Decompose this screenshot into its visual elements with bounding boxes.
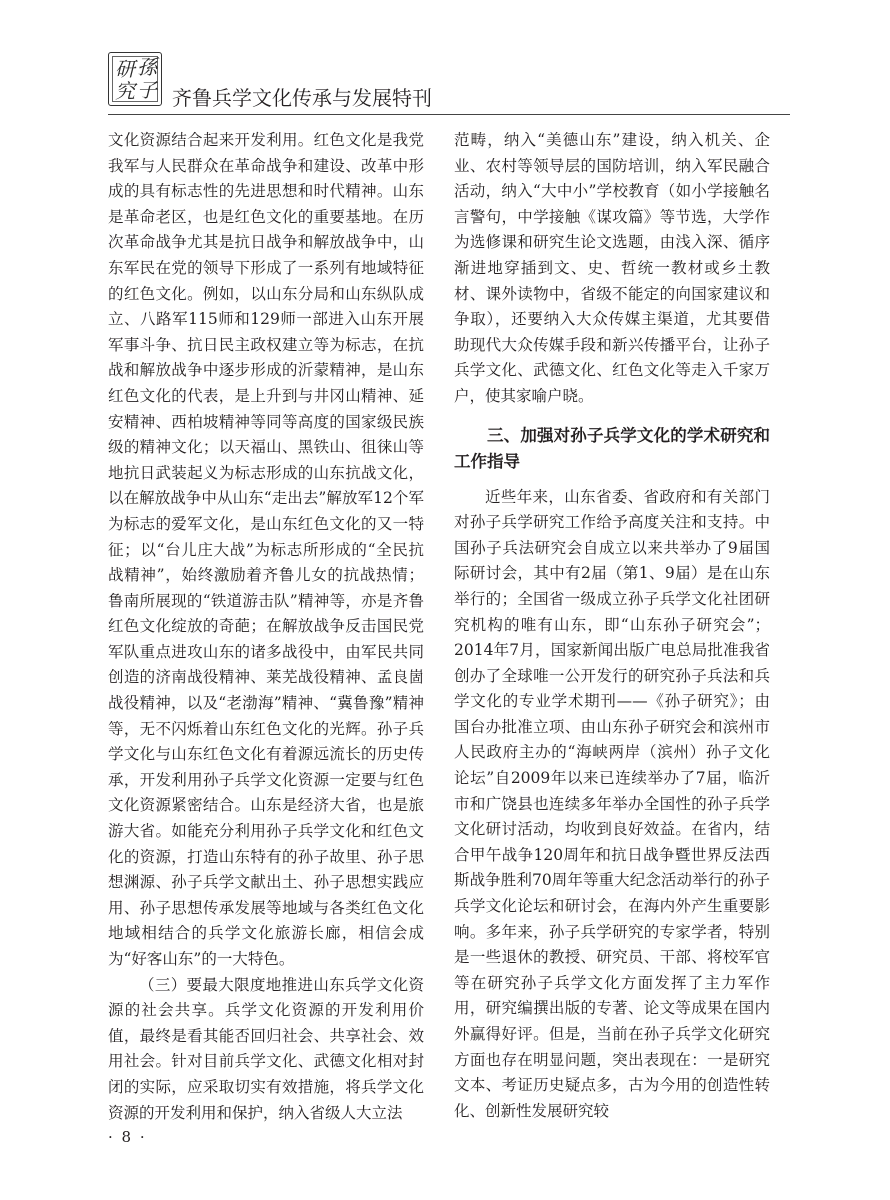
logo-char: 孫 — [137, 55, 157, 79]
logo-char: 子 — [137, 78, 157, 102]
paragraph — [454, 485, 770, 1125]
subsection-heading: （三）要最大限度地推进山东兵学文化资源的社会共享。 — [108, 975, 424, 1020]
paragraph-text: 文化资源结合起来开发利用。红色文化是我党我军与人民群众在革命战争和建设、改革中形成的具有标志性的先进思想和时代精神。山东是革命老区，也是红色文化的重要基地。在历次革命战争尤其是抗日战争和解放战争中，山东军民在党的领导下形成了一系列有地域特征的红色文化。例如，以山东分局和山东纵队成立、八路军115师和129师一部进入山东开展军事斗争、抗日民主政权建立等为标志，在抗战和解放战争中逐步形成的沂蒙精神，是山东红色文化的代表，是上升到与井冈山精神、延安精神、西柏坡精神等同等高度的国家级民族级的精神文化；以天福山、黑铁山、徂徕山等地抗日武装起义为标志形成的山东抗战文化，以在解放战争中从山东“走出去”解放军12个军为标志的爱军文化，是山东红色文化的又一特征；以“台儿庄大战”为标志所形成的“全民抗战精神”，始终激励着齐鲁儿女的抗战热情；鲁南所展现的“铁道游击队”精神等，亦是齐鲁红色文化绽放的奇葩；在解放战争反击国民党军队重点进攻山东的诸多战役中，由军民共同创造的济南战役精神、莱芜战役精神、孟良崮战役精神，以及“老渤海”精神、“冀鲁豫”精神等，无不闪烁着山东红色文化的光辉。孙子兵学文化与山东红色文化有着源远流长的历史传承，开发利用孙子兵学文化资源一定要与红色文化资源紧密结合。山东是经济大省，也是旅游大省。如能充分利用孙子兵学文化和红色文化的资源，打造山东特有的孙子故里、孙子思想渊源、孙子兵学文献出土、孙子思想实践应用、孙子思想传承发展等地域与各类红色文化地域相结合的兵学文化旅游长廊，相信会成为“好客山东”的一大特色。 — [108, 131, 424, 968]
paragraph — [108, 128, 424, 973]
paragraph-text: 兵学文化资源的开发利用价值，最终是看其能否回归社会、共享社会、效用社会。针对目前兵学文化、武德文化相对封闭的实际，应采取切实有效措施，将兵学文化资源的开发利用和保护，纳入省级人大立法 — [108, 1001, 424, 1122]
page-number: · 8 · — [108, 1128, 147, 1146]
right-column — [454, 128, 770, 1124]
logo-char: 研 — [115, 57, 135, 81]
paragraph-text: 近些年来，山东省委、省政府和有关部门对孙子兵学研究工作给予高度关注和支持。中国孙子兵法研究会自成立以来共举办了9届国际研讨会，其中有2届（第1、9届）是在山东举行的；全国省一级成立孙子兵学文化社团研究机构的唯有山东，即“山东孙子研究会”；2014年7月，国家新闻出版广电总局批准我省创办了全球唯一公开发行的研究孙子兵法和兵学文化的专业学术期刊——《孙子研究》；由国台办批准立项、由山东孙子研究会和滨州市人民政府主办的“海峡两岸（滨州）孙子文化论坛”自2009年以来已连续举办了7届，临沂市和广饶县也连续多年举办全国性的孙子兵学文化研讨活动，均收到良好效益。在省内，结合甲午战争120周年和抗日战争暨世界反法西斯战争胜利70周年等重大纪念活动举行的孙子兵学文化论坛和研讨会，在海内外产生重要影响。多年来，孙子兵学研究的专家学者，特别是一些退休的教授、研究员、干部、将校军官等在研究孙子兵学文化方面发挥了主力军作用，研究编撰出版的专著、论文等成果在国内外赢得好评。但是，当前在孙子兵学文化研究方面也存在明显问题，突出表现在：一是研究文本、考证历史疑点多，古为今用的创造性转化、创新性发展研究较 — [454, 487, 770, 1120]
header-rule — [108, 114, 790, 115]
paragraph-text: 范畴，纳入“美德山东”建设，纳入机关、企业、农村等领导层的国防培训，纳入军民融合活动，纳入“大中小”学校教育（如小学接触名言警句，中学接触《谋攻篇》等节选，大学作为选修课和研究生论文选题，由浅入深、循序渐进地穿插到文、史、哲统一教材或乡土教材、课外读物中，省级不能定的向国家建议和争取），还要纳入大众传媒主渠道，尤其要借助现代大众传媒手段和新兴传播平台，让孙子兵学文化、武德文化、红色文化等走入千家万户，使其家喻户晓。 — [454, 131, 770, 405]
paragraph — [108, 973, 424, 1127]
left-column — [108, 128, 424, 1126]
page-header — [108, 52, 790, 114]
journal-title: 齐鲁兵学文化传承与发展特刊 — [172, 86, 432, 110]
paragraph — [454, 128, 770, 410]
logo-char: 究 — [115, 79, 135, 103]
journal-logo — [108, 52, 162, 106]
section-heading: 三、加强对孙子兵学文化的学术研究和工作指导 — [454, 425, 770, 471]
